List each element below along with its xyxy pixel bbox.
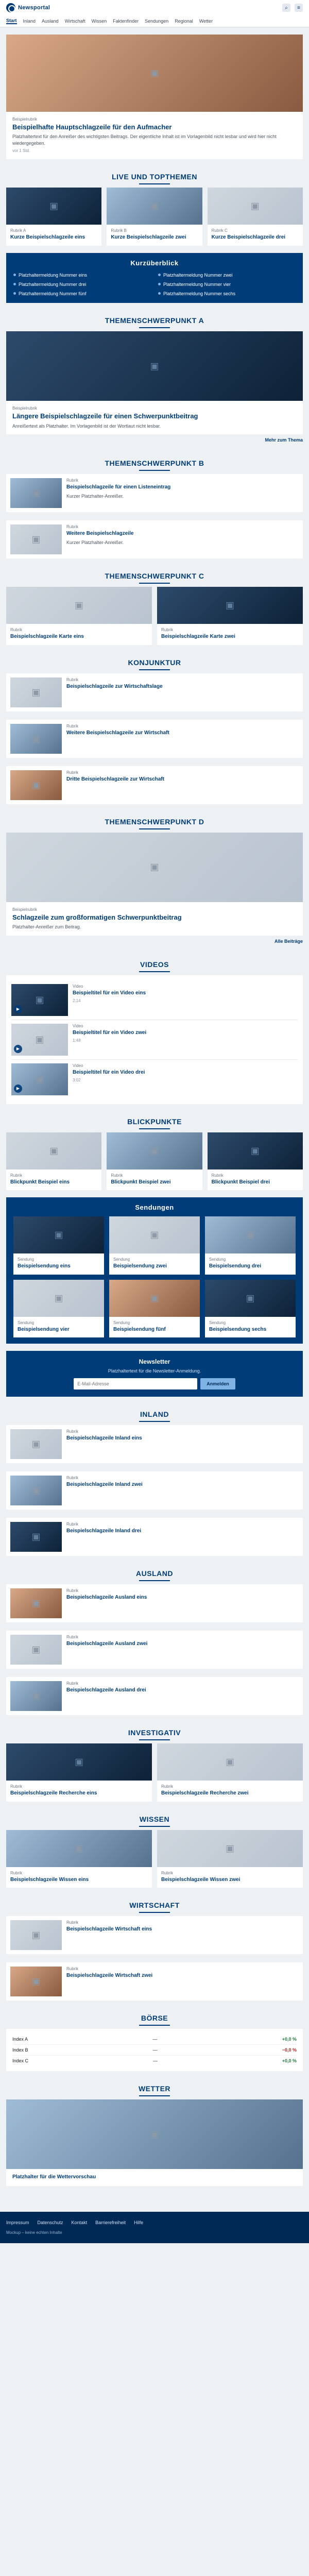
ausland-banner [6,1563,303,1584]
focus-section [6,1111,303,1191]
footer-link-imprint[interactable]: Impressum [6,2219,29,2225]
card-headline[interactable]: Blickpunkt Beispiel zwei [111,1179,171,1185]
shows-grid [13,1216,296,1337]
video-headline[interactable]: Beispieltitel für ein Video zwei [73,1029,147,1036]
section3-grid [6,587,303,645]
weather-section [6,2078,303,2186]
section5-article[interactable] [6,833,303,936]
investigativ-section [6,1722,303,1802]
list-item-image [10,724,62,754]
list-item-kicker: Rubrik [66,1588,79,1594]
brand-name: Newsportal [18,5,50,11]
hero-teaser: Platzhaltertext für den Anreißer des wichtigsten Beitrags. Der eigentliche Inhalt ist im Vorlagenbild nicht lesbar und wird hier nicht wiedergegeben. [12,134,277,146]
section3-banner-label: THEMENSCHWERPUNKT C [105,572,204,581]
card-headline[interactable]: Beispielschlagzeile Recherche zwei [161,1790,249,1797]
section4-banner [6,652,303,673]
markets-banner [6,2008,303,2029]
video-item[interactable] [11,1020,298,1059]
show-card[interactable] [13,1280,104,1338]
list-item-image [10,524,62,554]
section5-teaser: Platzhalter-Anreißer zum Beitrag. [12,924,81,929]
overview-item[interactable]: Platzhaltermeldung Nummer sechs [158,291,296,297]
market-row[interactable] [12,2055,297,2066]
list-item-kicker: Rubrik [66,1476,79,1481]
list-item-image [10,1476,62,1505]
card-image [6,1132,101,1170]
investigativ-card[interactable] [6,1743,152,1802]
section5-more-link[interactable]: Alle Beiträge [274,938,303,944]
menu-icon[interactable]: ≡ [295,4,303,12]
list-item-image [10,1920,62,1950]
ausland-section [6,1563,303,1715]
market-change: +0,0 % [282,2037,297,2042]
list-item-teaser: Kurzer Platzhalter-Anreißer. [66,493,124,499]
list-item-kicker: Rubrik [66,524,79,530]
list-item-kicker: Rubrik [66,1681,79,1686]
videos-banner [6,954,303,975]
card-kicker: Sendung [113,1257,130,1262]
market-name: Index A [12,2037,28,2042]
show-card[interactable] [13,1216,104,1275]
newsletter-email-field[interactable] [74,1378,197,1389]
weather-headline[interactable]: Platzhalter für die Wettervorschau [12,2174,96,2180]
list-item-kicker: Rubrik [66,1967,79,1972]
weather-card[interactable] [6,2099,303,2186]
card-headline[interactable]: Beispielschlagzeile Karte eins [10,634,84,640]
focus-card[interactable] [107,1132,202,1191]
list-item-headline[interactable]: Beispielschlagzeile Wirtschaft zwei [66,1973,153,1979]
page-content [6,35,303,2201]
list-item-headline[interactable]: Weitere Beispielschlagzeile zur Wirtschaft [66,730,169,736]
list-item[interactable] [6,1962,303,2001]
feature1-section [6,310,303,446]
video-list [6,975,303,1104]
list-item[interactable] [6,1631,303,1669]
list-item-headline[interactable]: Beispielschlagzeile Inland zwei [66,1482,143,1488]
feature1-headline[interactable]: Längere Beispielschlagzeile für einen Schwerpunktbeitrag [12,412,198,420]
card-headline[interactable]: Beispielschlagzeile Wissen zwei [161,1876,241,1883]
card-headline[interactable]: Beispielsendung sechs [209,1326,267,1332]
wissen-grid [6,1830,303,1888]
overview-item[interactable]: Platzhaltermeldung Nummer fünf [13,291,151,297]
wissen-card[interactable] [157,1830,303,1888]
card-kicker: Rubrik [111,1173,123,1178]
wissen-banner [6,1809,303,1830]
list-item-image [10,478,62,508]
newsletter-title: Newsletter [139,1358,170,1366]
feature1-kicker: Beispielrubrik [12,406,38,411]
card-headline[interactable]: Beispielschlagzeile Wissen eins [10,1876,89,1883]
section5-banner [6,811,303,833]
list-item-kicker: Rubrik [66,770,79,775]
list-item-kicker: Rubrik [66,1429,79,1434]
video-item[interactable] [11,1059,298,1099]
focus-banner-label: BLICKPUNKTE [127,1117,182,1126]
header-tools [282,4,303,12]
card-image [107,1132,202,1170]
card-headline[interactable]: Blickpunkt Beispiel drei [211,1179,270,1185]
list-item-kicker: Rubrik [66,1635,79,1640]
overview-box [6,253,303,303]
nav-item-wirtschaft[interactable]: Wirtschaft [64,19,85,24]
card-kicker: Rubrik [161,1870,174,1875]
investigativ-card[interactable] [157,1743,303,1802]
hero-kicker: Beispielrubrik [12,117,38,122]
hero-image [6,35,303,112]
search-icon[interactable]: ⌕ [282,4,290,12]
weather-banner [6,2078,303,2099]
card-kicker: Rubrik [10,1870,23,1875]
live-banner [6,166,303,188]
focus-card[interactable] [208,1132,303,1191]
live-card[interactable] [107,188,202,246]
video-duration: 3:02 [73,1078,81,1083]
brand-logo-link[interactable] [6,3,50,12]
card-headline[interactable]: Kurze Beispielschlagzeile drei [211,234,286,241]
list-item-headline[interactable]: Beispielschlagzeile zur Wirtschaftslage [66,683,163,689]
card-image [107,188,202,225]
market-ticker [6,2029,303,2071]
footer-links [6,2220,303,2225]
live-card[interactable] [208,188,303,246]
list-item[interactable] [6,1425,303,1463]
video-kicker: Video [73,984,83,989]
play-icon[interactable]: ▶ [14,1045,22,1053]
card-headline[interactable]: Beispielschlagzeile Karte zwei [161,634,235,640]
investigativ-grid [6,1743,303,1802]
market-row[interactable] [12,2044,297,2055]
investigativ-banner [6,1722,303,1743]
market-value: — [152,2058,158,2064]
list-item[interactable] [6,1471,303,1510]
section2-banner [6,453,303,474]
list-item[interactable] [6,474,303,512]
card-kicker: Sendung [209,1257,226,1262]
card-headline[interactable]: Beispielsendung eins [18,1263,71,1269]
card-kicker: Rubrik C [211,228,228,233]
card-kicker: Rubrik [161,628,174,633]
overview-item[interactable]: Platzhaltermeldung Nummer zwei [158,272,296,278]
list-item-image [10,677,62,707]
list-item-image [10,1429,62,1459]
live-banner-label: LIVE UND TOPTHEMEN [112,173,197,181]
nav-item-sendungen[interactable]: Sendungen [145,19,169,24]
card-image [205,1216,296,1253]
list-item-kicker: Rubrik [66,478,79,483]
list-item-image [10,1635,62,1665]
list-item[interactable] [6,720,303,758]
header-top [0,0,309,15]
card-kicker: Rubrik B [111,228,127,233]
play-icon[interactable]: ▶ [14,1084,22,1093]
list-item-headline[interactable]: Beispielschlagzeile Ausland drei [66,1687,146,1693]
video-headline[interactable]: Beispieltitel für ein Video drei [73,1069,145,1075]
hero-headline[interactable]: Beispielhafte Hauptschlagzeile für den Aufmacher [12,123,172,131]
inland-section [6,1404,303,1556]
overview-item[interactable]: Platzhaltermeldung Nummer vier [158,281,296,287]
list-item-image [10,1522,62,1552]
list-item-kicker: Rubrik [66,1920,79,1925]
list-item-headline[interactable]: Beispielschlagzeile Inland eins [66,1435,142,1442]
section3 [6,566,303,645]
shows-section [6,1197,303,1344]
list-item-image [10,1681,62,1711]
footer-link-help[interactable]: Hilfe [134,2219,144,2225]
section3-card[interactable] [157,587,303,645]
show-card[interactable] [109,1280,200,1338]
video-kicker: Video [73,1023,83,1028]
overview-item[interactable]: Platzhaltermeldung Nummer eins [13,272,151,278]
market-name: Index B [12,2047,28,2053]
footer-copyright: Mockup – keine echten Inhalte [6,2230,62,2235]
market-name: Index C [12,2058,29,2064]
footer-link-contact[interactable]: Kontakt [71,2219,88,2225]
list-item-kicker: Rubrik [66,723,79,728]
section5 [6,811,303,947]
section2-banner-label: THEMENSCHWERPUNKT B [105,459,204,468]
card-headline[interactable]: Kurze Beispielschlagzeile zwei [111,234,186,241]
site-header [0,0,309,27]
card-headline[interactable]: Beispielsendung zwei [113,1263,167,1269]
nav-item-wetter[interactable]: Wetter [199,19,213,24]
card-kicker: Sendung [18,1257,35,1262]
focus-card[interactable] [6,1132,101,1191]
video-duration: 2:14 [73,998,81,1004]
card-image [109,1280,200,1317]
wissen-section [6,1809,303,1888]
newsletter-submit-button[interactable]: Anmelden [200,1378,235,1389]
card-image [157,1743,303,1781]
list-item-headline[interactable]: Beispielschlagzeile für einen Listeneintrag [66,484,171,490]
nav-item-start[interactable]: Start [6,18,17,23]
feature1-banner-label: THEMENSCHWERPUNKT A [105,316,204,325]
card-headline[interactable]: Beispielschlagzeile Recherche eins [10,1790,97,1797]
focus-banner [6,1111,303,1132]
card-headline[interactable]: Blickpunkt Beispiel eins [10,1179,70,1185]
list-item-image [10,770,62,800]
feature1-article[interactable] [6,331,303,434]
hero-article[interactable] [6,35,303,159]
newsletter-box [6,1351,303,1397]
video-thumbnail [11,1024,68,1056]
shows-title: Sendungen [135,1204,174,1212]
list-item-kicker: Rubrik [66,1522,79,1527]
card-kicker: Rubrik [10,1784,23,1789]
card-kicker: Sendung [113,1320,130,1325]
logo-icon [6,3,15,12]
wirtschaft-banner [6,1895,303,1916]
card-image [6,1743,152,1781]
video-kicker: Video [73,1063,83,1068]
inland-banner [6,1404,303,1425]
investigativ-banner-label: INVESTIGATIV [128,1728,181,1737]
card-image [6,1830,152,1867]
newsletter-form [13,1378,296,1389]
list-item-image [10,1967,62,1996]
site-footer [0,2212,309,2243]
list-item-headline[interactable]: Beispielschlagzeile Ausland eins [66,1595,147,1601]
wissen-card[interactable] [6,1830,152,1888]
live-section [6,166,303,246]
video-headline[interactable]: Beispieltitel für ein Video eins [73,990,146,996]
list-item-headline[interactable]: Beispielschlagzeile Ausland zwei [66,1641,148,1647]
list-item-headline[interactable]: Beispielschlagzeile Wirtschaft eins [66,1926,152,1933]
card-kicker: Rubrik [10,1173,23,1178]
hero-timestamp: vor 1 Std. [12,148,30,154]
card-kicker: Rubrik A [10,228,26,233]
card-kicker: Rubrik [10,628,23,633]
card-kicker: Rubrik [161,1784,174,1789]
video-item[interactable] [11,980,298,1020]
feature1-image [6,331,303,401]
section5-image [6,833,303,902]
section4 [6,652,303,804]
list-item[interactable] [6,1677,303,1715]
market-row[interactable] [12,2034,297,2044]
section5-kicker: Beispielrubrik [12,907,38,912]
ausland-banner-label: AUSLAND [136,1569,173,1578]
section5-headline[interactable]: Schlagzeile zum großformatigen Schwerpunktbeitrag [12,913,182,921]
nav-item-faktenfinder[interactable]: Faktenfinder [113,19,139,24]
videos-banner-label: VIDEOS [140,960,169,969]
nav-item-regional[interactable]: Regional [175,19,193,24]
card-headline[interactable]: Beispielsendung drei [209,1263,262,1269]
section3-card[interactable] [6,587,152,645]
show-card[interactable] [205,1216,296,1275]
list-item-headline[interactable]: Weitere Beispielschlagzeile [66,531,134,537]
live-card[interactable] [6,188,101,246]
card-image [13,1280,104,1317]
list-item-headline[interactable]: Beispielschlagzeile Inland drei [66,1528,142,1534]
card-image [208,1132,303,1170]
wirtschaft-banner-label: WIRTSCHAFT [129,1901,180,1910]
card-headline[interactable]: Beispielsendung vier [18,1326,70,1332]
card-image [6,188,101,225]
card-image [6,587,152,624]
nav-item-wissen[interactable]: Wissen [91,19,107,24]
market-change: +0,0 % [282,2058,297,2064]
list-item[interactable] [6,673,303,711]
card-image [109,1216,200,1253]
list-item-kicker: Rubrik [66,677,79,682]
footer-link-privacy[interactable]: Datenschutz [37,2219,63,2225]
feature1-banner [6,310,303,331]
card-image [205,1280,296,1317]
wissen-banner-label: WISSEN [139,1815,170,1823]
nav-item-inland[interactable]: Inland [23,19,36,24]
video-duration: 1:48 [73,1038,81,1043]
live-grid [6,188,303,246]
footer-link-accessibility[interactable]: Barrierefreiheit [95,2219,126,2225]
weather-map-image [6,2099,303,2169]
list-item[interactable] [6,1518,303,1556]
markets-section [6,2008,303,2071]
main-nav [0,15,309,27]
play-icon[interactable]: ▶ [14,1005,22,1013]
list-item[interactable] [6,766,303,804]
market-value: — [152,2047,158,2053]
market-change: −0,0 % [282,2047,297,2053]
card-image [13,1216,104,1253]
list-item-image [10,1588,62,1618]
video-thumbnail [11,1063,68,1095]
show-card[interactable] [205,1280,296,1338]
markets-banner-label: BÖRSE [141,2014,168,2023]
list-item[interactable] [6,1916,303,1954]
list-item-headline[interactable]: Dritte Beispielschlagzeile zur Wirtschaft [66,776,164,782]
overview-item[interactable]: Platzhaltermeldung Nummer drei [13,281,151,287]
focus-grid [6,1132,303,1191]
card-image [157,1830,303,1867]
overview-title: Kurzüberblick [130,259,179,267]
feature1-more-link[interactable]: Mehr zum Thema [265,437,303,443]
section5-banner-label: THEMENSCHWERPUNKT D [105,817,204,826]
card-image [208,188,303,225]
overview-list [13,272,296,297]
newsletter-desc: Platzhaltertext für die Newsletter-Anmeldung. [108,1368,201,1374]
card-kicker: Rubrik [211,1173,224,1178]
feature1-teaser: Anreißertext als Platzhalter. Im Vorlagenbild ist der Wortlaut nicht lesbar. [12,423,161,429]
card-headline[interactable]: Kurze Beispielschlagzeile eins [10,234,85,241]
market-value: — [152,2037,158,2042]
list-item[interactable] [6,520,303,558]
card-kicker: Sendung [18,1320,35,1325]
videos-section [6,954,303,1104]
video-thumbnail [11,984,68,1016]
nav-item-ausland[interactable]: Ausland [42,19,59,24]
card-kicker: Sendung [209,1320,226,1325]
list-item-teaser: Kurzer Platzhalter-Anreißer. [66,539,124,545]
show-card[interactable] [109,1216,200,1275]
inland-banner-label: INLAND [140,1410,169,1419]
weather-banner-label: WETTER [138,2084,171,2093]
section4-banner-label: KONJUNKTUR [128,658,181,667]
section2 [6,453,303,558]
hero-body [6,112,303,159]
list-item[interactable] [6,1584,303,1622]
section3-banner [6,566,303,587]
wirtschaft-section [6,1895,303,2001]
card-image [157,587,303,624]
card-headline[interactable]: Beispielsendung fünf [113,1326,166,1332]
